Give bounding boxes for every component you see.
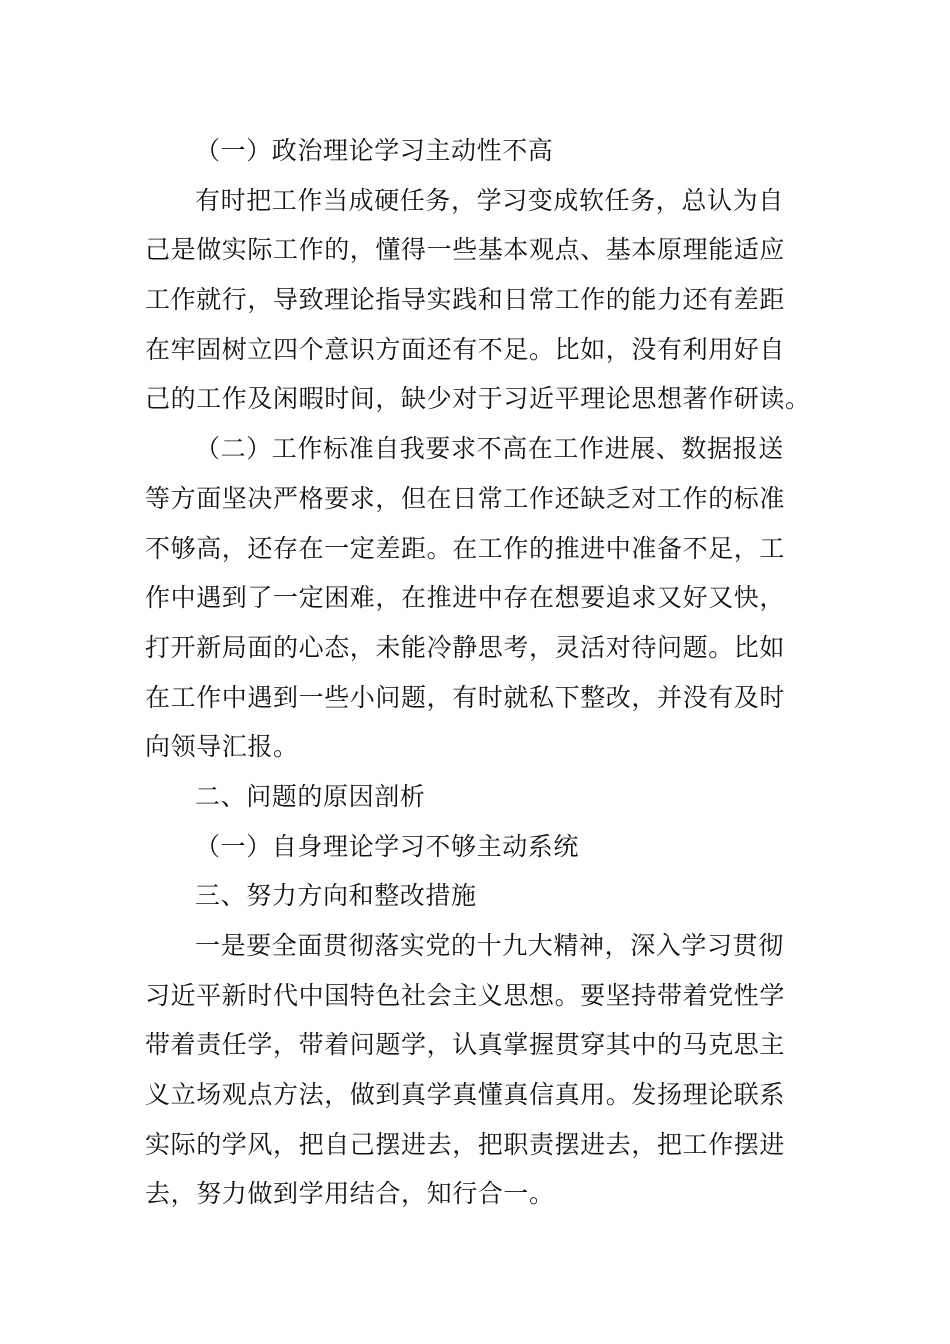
paragraph-line: 习近平新时代中国特色社会主义思想。要坚持带着党性学 — [145, 980, 786, 1010]
section-heading-1-1: （一）政治理论学习主动性不高 — [195, 136, 554, 165]
paragraph-line: 作中遇到了一定困难，在推进中存在想要追求又好又快， — [145, 583, 786, 613]
paragraph-line: 一是要全面贯彻落实党的十九大精神，深入学习贯彻 — [195, 931, 784, 960]
section-heading-1-2: （二）工作标准自我要求不高在工作进展、数据报送 — [195, 434, 784, 464]
paragraph-line: 实际的学风，把自己摆进去，把职责摆进去，把工作摆进 — [145, 1129, 786, 1159]
paragraph-line: 工作就行，导致理论指导实践和日常工作的能力还有差距 — [145, 285, 786, 315]
paragraph-line: 带着责任学，带着问题学，认真掌握贯穿其中的马克思主 — [145, 1030, 786, 1060]
paragraph-line: 打开新局面的心态，未能冷静思考，灵活对待问题。比如 — [145, 632, 786, 662]
section-heading-2-1: （一）自身理论学习不够主动系统 — [195, 831, 580, 861]
paragraph-line: 去，努力做到学用结合，知行合一。 — [145, 1179, 555, 1209]
paragraph-line: 等方面坚决严格要求，但在日常工作还缺乏对工作的标准 — [145, 483, 786, 513]
paragraph-line: 义立场观点方法，做到真学真懂真信真用。发扬理论联系 — [145, 1080, 786, 1110]
document-body — [145, 126, 809, 1219]
paragraph-line: 己的工作及闲暇时间，缺少对于习近平理论思想著作研读。 — [145, 384, 811, 414]
paragraph-line: 不够高，还存在一定差距。在工作的推进中准备不足，工 — [145, 533, 786, 563]
paragraph-line: 有时把工作当成硬任务，学习变成软任务，总认为自 — [195, 185, 784, 215]
paragraph-line: 在工作中遇到一些小问题，有时就私下整改，并没有及时 — [145, 682, 786, 712]
paragraph-line: 向领导汇报。 — [145, 732, 299, 762]
paragraph-line: 在牢固树立四个意识方面还有不足。比如，没有利用好自 — [145, 334, 786, 364]
section-heading-3: 三、努力方向和整改措施 — [195, 881, 477, 911]
section-heading-2: 二、问题的原因剖析 — [195, 781, 426, 811]
paragraph-line: 己是做实际工作的，懂得一些基本观点、基本原理能适应 — [145, 235, 786, 265]
